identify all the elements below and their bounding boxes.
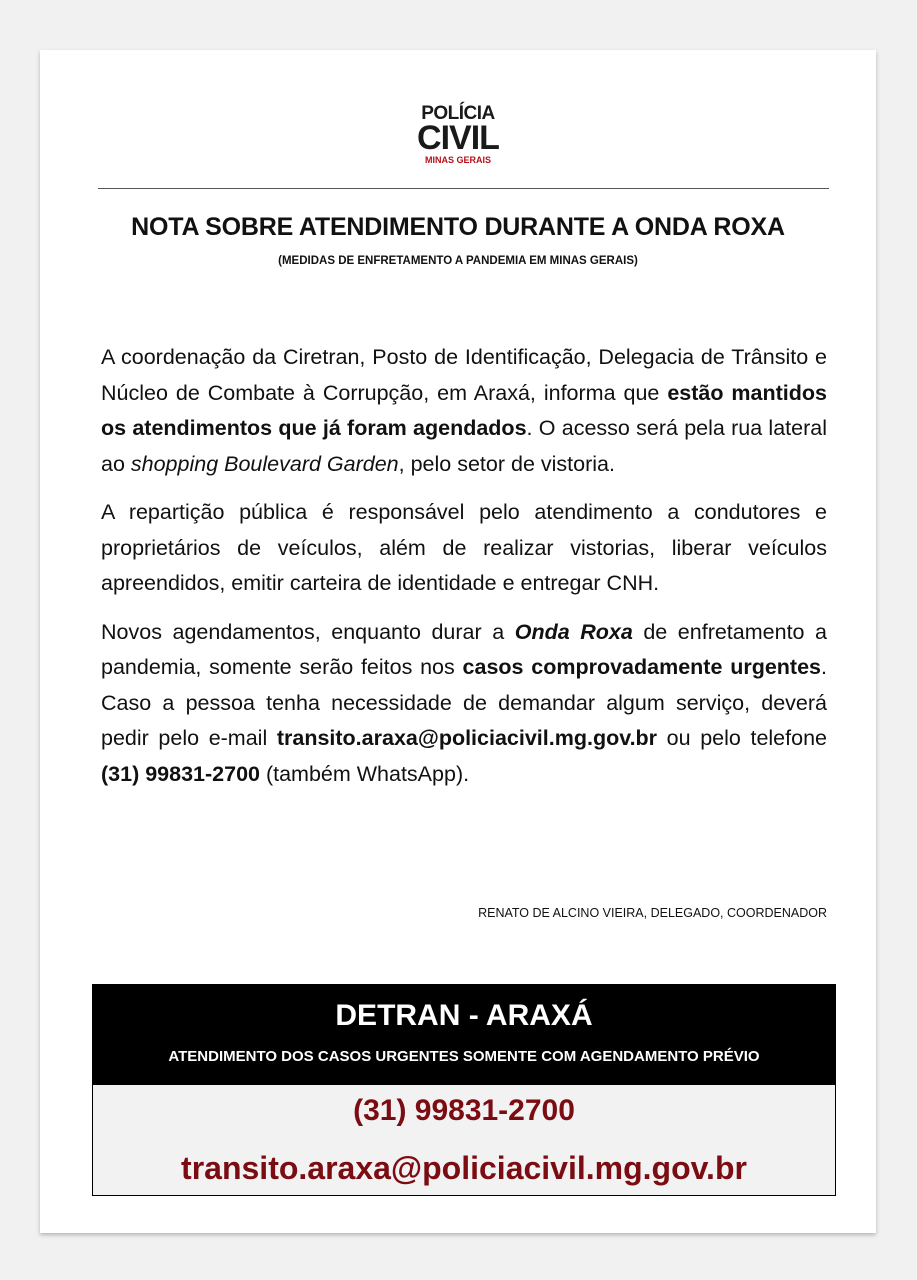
p3-text-g: ou pelo telefone (657, 726, 827, 750)
p3-text-i: (também WhatsApp). (259, 761, 470, 786)
document-title: NOTA SOBRE ATENDIMENTO DURANTE A ONDA ROXA (131, 213, 785, 241)
p3-phone: (31) 99831-2700 (101, 761, 260, 786)
logo-line-1: POLÍCIA (421, 103, 495, 124)
p1-italic: shopping Boulevard Garden (130, 451, 399, 476)
paragraph-1 (101, 340, 827, 482)
p1-text-a: A coordenação da Ciretran, Posto de Identificação, Delegacia de Trânsito e Núcleo de Combate à Corrupção, em Araxá, informa que (101, 345, 827, 405)
document-body (101, 340, 827, 805)
logo-line-2: CIVIL (417, 119, 499, 157)
p3-bold-urgent: casos comprovadamente urgentes (462, 655, 821, 679)
p3-text-a: Novos agendamentos, enquanto durar a (101, 619, 515, 644)
contact-box-subtitle: ATENDIMENTO DOS CASOS URGENTES SOMENTE COM AGENDAMENTO PRÉVIO (168, 1048, 760, 1065)
p1-text-e: , pelo setor de vistoria. (398, 451, 615, 476)
contact-email: transito.araxa@policiacivil.mg.gov.br (181, 1150, 747, 1186)
p1-text-c: . O acesso será pela rua lateral ao (101, 416, 827, 476)
p3-text-c: de enfretamento a pandemia, somente serão feitos nos (101, 619, 827, 679)
document-subtitle: (MEDIDAS DE ENFRETAMENTO A PANDEMIA EM MINAS GERAIS) (278, 255, 638, 267)
p1-bold: estão mantidos os atendimentos que já foram agendados (101, 380, 827, 440)
contact-box (92, 984, 836, 1196)
contact-phone: (31) 99831-2700 (353, 1094, 575, 1127)
policia-civil-logo (40, 104, 876, 165)
paragraph-2: A repartição pública é responsável pelo atendimento a condutores e proprietários de veículos, além de realizar vistorias, liberar veículos apreendidos, emitir carteira de identidade e entregar CNH. (101, 500, 827, 595)
contact-box-header (93, 985, 835, 1085)
signature: RENATO DE ALCINO VIEIRA, DELEGADO, COORDENADOR (478, 906, 827, 920)
p3-text-e: . Caso a pessoa tenha necessidade de demandar algum serviço, deverá pedir pelo e-mail (101, 655, 827, 750)
logo-line-3: MINAS GERAIS (424, 155, 491, 165)
p3-email: transito.araxa@policiacivil.mg.gov.br (276, 726, 658, 750)
document-page (40, 50, 876, 1233)
paragraph-3 (101, 615, 827, 793)
contact-box-title: DETRAN - ARAXÁ (335, 999, 593, 1032)
header-divider (98, 188, 829, 189)
p3-bold-italic: Onda Roxa (514, 619, 633, 644)
